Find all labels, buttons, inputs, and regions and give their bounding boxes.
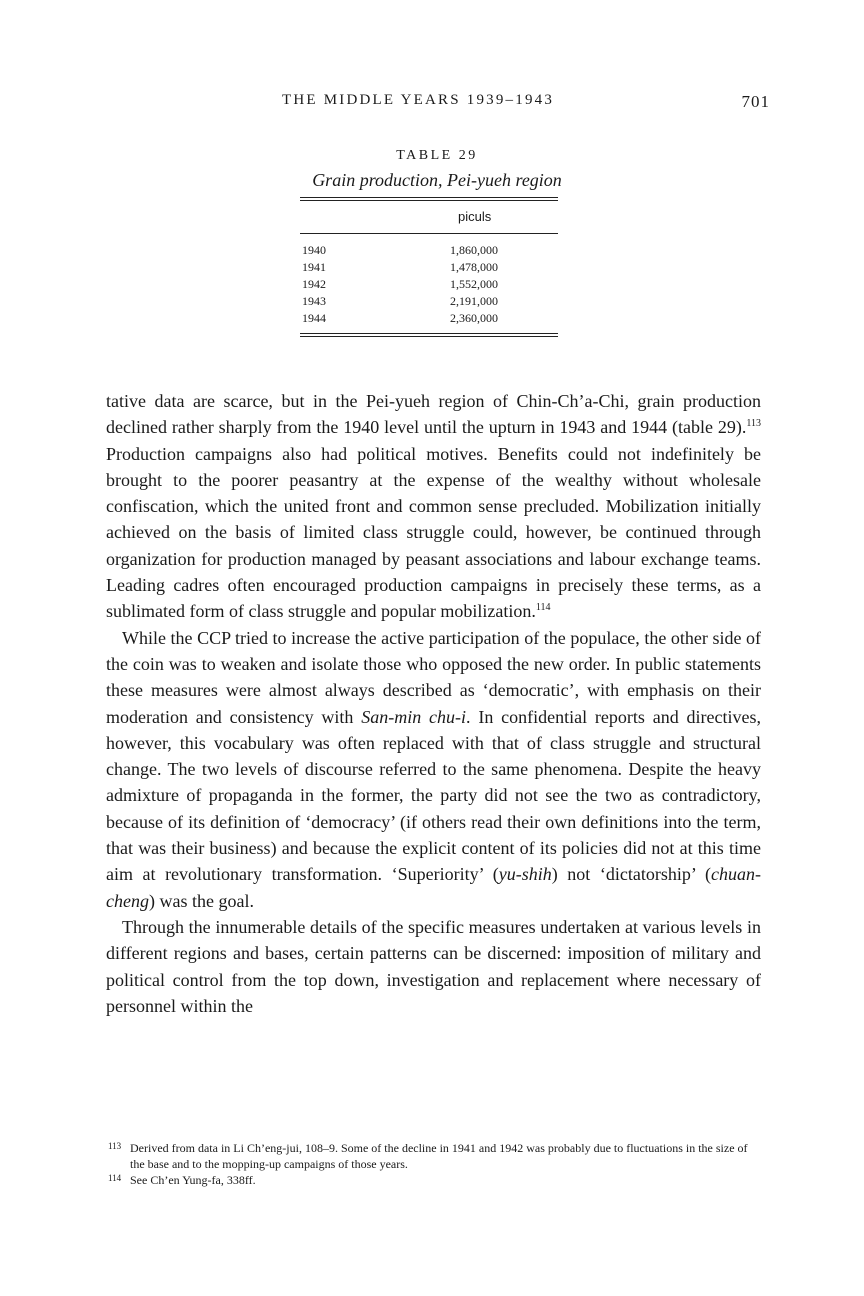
row-year: 1940 [302, 243, 326, 257]
p2-term-san-min-chu-i: San-min chu-i [361, 706, 467, 727]
footnote-number: 114 [108, 1173, 122, 1183]
row-value: 1,552,000 [450, 277, 498, 291]
paragraph-3: Through the innumerable details of the specific measures undertaken at various levels in different regions and bases, certain patterns can be discerned: imposition of military and political control from the top down, investigation and replacement where necessary of personnel within the [106, 916, 761, 1016]
table-caption: Grain production, Pei-yueh region [312, 170, 562, 190]
footnotes [108, 1140, 763, 1188]
grain-production-table [300, 197, 558, 337]
footnote-114 [108, 1172, 763, 1188]
table-body [300, 234, 558, 333]
footnote-text: See Ch’en Yung-fa, 338ff. [130, 1173, 256, 1187]
row-value: 1,860,000 [450, 243, 498, 257]
p1-text-a: tative data are scarce, but in the Pei-yueh region of Chin-Ch’a-Chi, grain production declined rather sharply from the 1940 level until the upturn in 1943 and 1944 (table 29). [106, 391, 761, 438]
table-row [300, 310, 558, 327]
paragraph-2 [106, 625, 761, 914]
footnote-number: 113 [108, 1141, 122, 1151]
table-row [300, 259, 558, 276]
row-value: 2,191,000 [450, 294, 498, 308]
footnote-ref-114[interactable]: 114 [535, 602, 551, 614]
row-value: 2,360,000 [450, 311, 498, 325]
table-row [300, 242, 558, 259]
p2-text-a: While the CCP tried to increase the active participation of the populace, the other side of the coin was to weaken and isolate those who opposed the new order. In public statements these measures were almost always described as ‘democratic’, with emphasis on their moderation and consistency with [106, 627, 761, 727]
footnote-113 [108, 1140, 763, 1172]
p2-text-c: ) not ‘dictatorship’ ( [551, 864, 712, 885]
p2-text-b: . In confidential reports and directives, however, this vocabulary was often replaced with that of class struggle and structural change. The two levels of discourse referred to the same phenomena. Despite the heavy admixture of propaganda in the former, the party did not see the two as contradictory, because of its definition of ‘democracy’ (if others read their own definitions into the term, that was their business) and because the explicit content of its policies did not at this time aim at revolutionary transformation. ‘Superiority’ ( [106, 706, 761, 885]
row-value: 1,478,000 [450, 260, 498, 274]
row-year: 1941 [302, 260, 326, 274]
p2-term-yu-shih: yu-shih [498, 864, 552, 885]
running-title: THE MIDDLE YEARS 1939–1943 [282, 92, 555, 108]
page-number: 701 [741, 92, 770, 111]
footnote-text: Derived from data in Li Ch’eng-jui, 108–9. Some of the decline in 1941 and 1942 was probably due to fluctuations in the size of the base and to the mopping-up campaigns of those years. [130, 1141, 748, 1171]
table-row [300, 293, 558, 310]
row-year: 1944 [302, 311, 326, 325]
p2-term-chuan-cheng: chuan-cheng [106, 864, 761, 911]
table-label: TABLE 29 [396, 148, 478, 163]
table-row [300, 276, 558, 293]
running-head [0, 92, 864, 118]
footnote-ref-113[interactable]: 113 [746, 418, 761, 430]
column-header-piculs: piculs [458, 209, 492, 224]
table-heading [0, 145, 864, 193]
p2-text-d: ) was the goal. [148, 890, 254, 911]
table-bottom-rule [300, 333, 558, 337]
row-year: 1942 [302, 277, 326, 291]
p1-text-b: Production campaigns also had political motives. Benefits could not indefinitely be brought to the poorer peasantry at the expense of the wealthy without wholesale confiscation, which the united front and common sense precluded. Mobilization initially achieved on the basis of limited class struggle could, however, be continued through organization for production managed by peasant associations and labour exchange teams. Leading cadres often encouraged production campaigns in precisely these terms, as a sublimated form of class struggle and popular mobilization. [106, 443, 761, 622]
table-column-header [300, 201, 558, 233]
paragraph-1 [106, 388, 761, 625]
row-year: 1943 [302, 294, 326, 308]
body-text [106, 388, 761, 1019]
